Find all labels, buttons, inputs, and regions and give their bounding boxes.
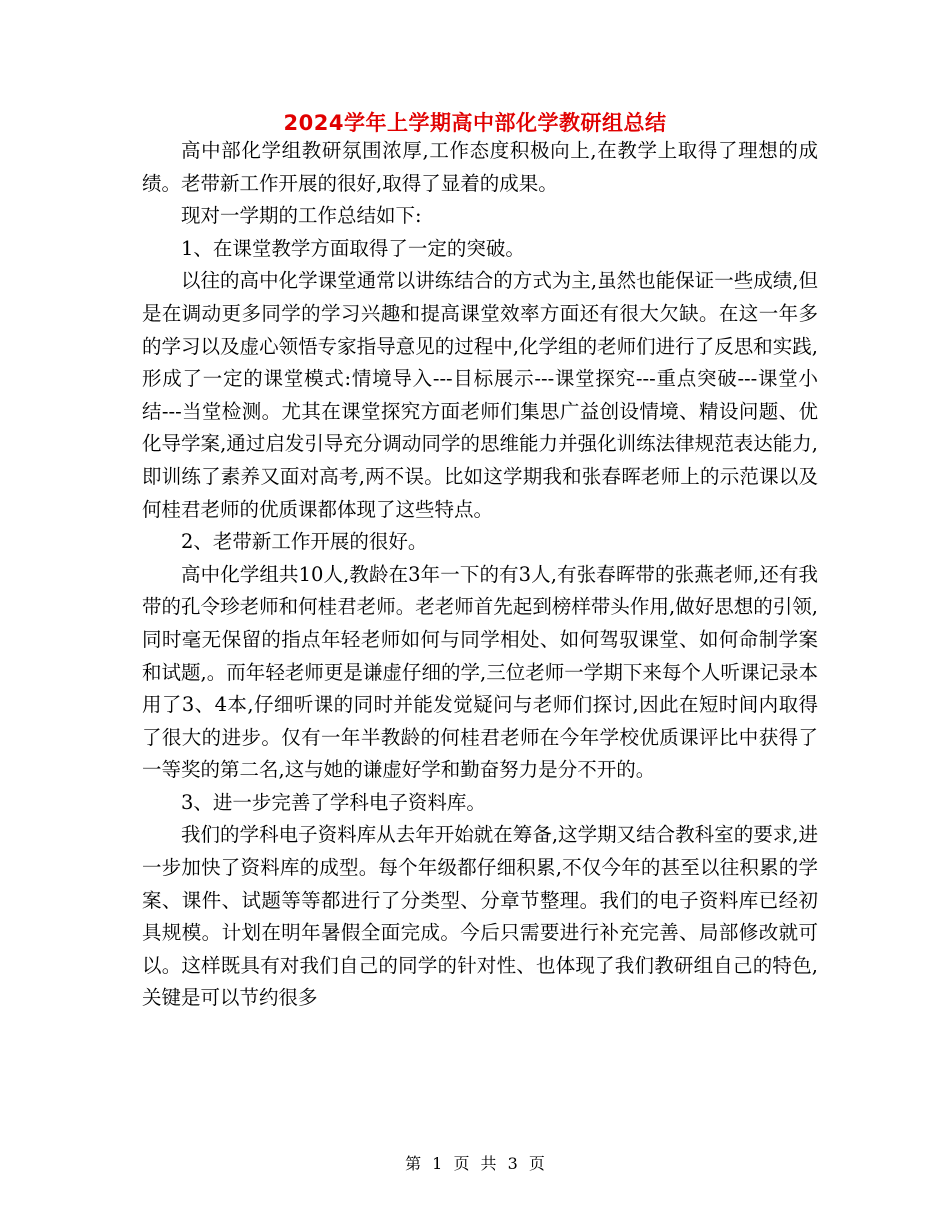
document-body xyxy=(142,135,818,1015)
section-heading-3: 3、进一步完善了学科电子资料库。 xyxy=(181,790,486,814)
paragraph-mentoring: 高中化学组共10人,教龄在3年一下的有3人,有张春晖带的张燕老师,还有我带的孔令珍老师和何桂君老师。老老师首先起到榜样带头作用,做好思想的引领,同时毫无保留的指点年轻老师如何与同学相处、如何驾驭课堂、如何命制学案和试题,。而年轻老师更是谦虚仔细的学,三位老师一学期下来每个人听课记录本用了3、4本,仔细听课的同时并能发觉疑问与老师们探讨,因此在短时间内取得了很大的进步。仅有一年半教龄的何桂君老师在今年学校优质课评比中获得了一等奖的第二名,这与她的谦虚好学和勤奋努力是分不开的。 xyxy=(142,562,818,782)
page-footer: 第 1 页 共 3 页 xyxy=(405,1154,545,1173)
paragraph-summary-lead: 现对一学期的工作总结如下: xyxy=(181,204,422,228)
paragraph-resource-library: 我们的学科电子资料库从去年开始就在筹备,这学期又结合教科室的要求,进一步加快了资料库的成型。每个年级都仔细积累,不仅今年的甚至以往积累的学案、课件、试题等等都进行了分类型、分章节整理。我们的电子资料库已经初具规模。计划在明年暑假全面完成。今后只需要进行补充完善、局部修改就可以。这样既具有对我们自己的同学的针对性、也体现了我们教研组自己的特色,关键是可以节约很多 xyxy=(142,823,818,1010)
section-heading-1: 1、在课堂教学方面取得了一定的突破。 xyxy=(181,236,525,260)
document-title: 2024学年上学期高中部化学教研组总结 xyxy=(283,111,667,135)
paragraph-classroom: 以往的高中化学课堂通常以讲练结合的方式为主,虽然也能保证一些成绩,但是在调动更多同学的学习兴趣和提高课堂效率方面还有很大欠缺。在这一年多的学习以及虚心领悟专家指导意见的过程中,化学组的老师们进行了反思和实践,形成了一定的课堂模式:情境导入---目标展示---课堂探究---重点突破---课堂小结---当堂检测。尤其在课堂探究方面老师们集思广益创设情境、精设问题、优化导学案,通过启发引导充分调动同学的思维能力并强化训练法律规范表达能力,即训练了素养又面对高考,两不误。比如这学期我和张春晖老师上的示范课以及何桂君老师的优质课都体现了这些特点。 xyxy=(142,269,818,521)
paragraph-intro: 高中部化学组教研氛围浓厚,工作态度积极向上,在教学上取得了理想的成绩。老带新工作开展的很好,取得了显着的成果。 xyxy=(142,139,818,195)
section-heading-2: 2、老带新工作开展的很好。 xyxy=(181,530,428,554)
